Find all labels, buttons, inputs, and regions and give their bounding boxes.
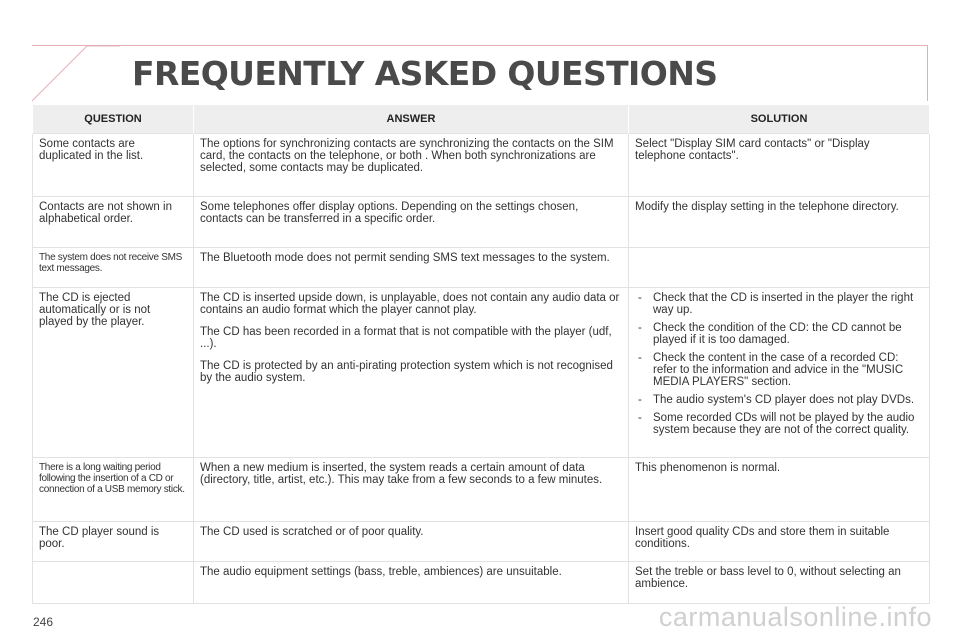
answer-cell: The audio equipment settings (bass, treble, ambiences) are unsuitable. bbox=[194, 562, 629, 604]
table-row bbox=[33, 248, 930, 288]
answer-paragraph: The CD is protected by an anti-pirating protection system which is not recognised by the audio system. bbox=[200, 360, 613, 384]
solution-list-item: - Check the content in the case of a recorded CD: refer to the information and advice in the "MUSIC MEDIA PLAYERS" section. bbox=[635, 352, 923, 388]
question-cell: The CD player sound is poor. bbox=[33, 522, 194, 562]
answer-cell: The Bluetooth mode does not permit sending SMS text messages to the system. bbox=[194, 248, 629, 288]
solution-cell: Set the treble or bass level to 0, without selecting an ambience. bbox=[629, 562, 930, 604]
column-header-solution: SOLUTION bbox=[629, 105, 930, 134]
answer-cell: When a new medium is inserted, the system reads a certain amount of data (directory, title, artist, etc.). This may take from a few seconds to a few minutes. bbox=[194, 458, 629, 522]
question-cell: There is a long waiting period following the insertion of a CD or connection of a USB memory stick. bbox=[33, 458, 194, 522]
page-number: 246 bbox=[33, 615, 54, 629]
page-title: FREQUENTLY ASKED QUESTIONS bbox=[132, 54, 718, 93]
question-cell: Contacts are not shown in alphabetical order. bbox=[33, 197, 194, 248]
solution-list-item: - Check that the CD is inserted in the player the right way up. bbox=[635, 292, 923, 316]
header-corner-decoration bbox=[0, 0, 120, 105]
answer-paragraph: The CD is inserted upside down, is unplayable, does not contain any audio data or contains an audio format which the player cannot play. bbox=[200, 292, 620, 316]
question-cell: Some contacts are duplicated in the list. bbox=[33, 134, 194, 197]
solution-cell: Insert good quality CDs and store them in suitable conditions. bbox=[629, 522, 930, 562]
watermark: carmanualsonline.info bbox=[658, 602, 932, 632]
solution-list-item: - The audio system's CD player does not play DVDs. bbox=[635, 394, 923, 406]
question-cell: The CD is ejected automatically or is not played by the player. bbox=[33, 288, 194, 458]
solution-cell: This phenomenon is normal. bbox=[629, 458, 930, 522]
table-header-row bbox=[33, 105, 930, 134]
answer-cell: The options for synchronizing contacts are synchronizing the contacts on the SIM card, the contacts on the telephone, or both . When both synchronizations are selected, some contacts may be duplicated. bbox=[194, 134, 629, 197]
solution-cell: Modify the display setting in the telephone directory. bbox=[629, 197, 930, 248]
question-cell: The system does not receive SMS text messages. bbox=[33, 248, 194, 288]
column-header-question: QUESTION bbox=[33, 105, 194, 134]
table-row bbox=[33, 134, 930, 197]
answer-cell bbox=[194, 288, 629, 458]
solution-list bbox=[635, 292, 923, 436]
solution-cell: Select "Display SIM card contacts" or "Display telephone contacts". bbox=[629, 134, 930, 197]
answer-cell: Some telephones offer display options. Depending on the settings chosen, contacts can be transferred in a specific order. bbox=[194, 197, 629, 248]
question-cell bbox=[33, 562, 194, 604]
faq-table bbox=[32, 105, 930, 604]
table-row bbox=[33, 458, 930, 522]
answer-paragraph: The CD has been recorded in a format that is not compatible with the player (udf, ...). bbox=[200, 326, 612, 350]
solution-list-item: - Check the condition of the CD: the CD cannot be played if it is too damaged. bbox=[635, 322, 923, 346]
table-row bbox=[33, 288, 930, 458]
solution-cell bbox=[629, 288, 930, 458]
solution-list-item: - Some recorded CDs will not be played by the audio system because they are not of the correct quality. bbox=[635, 412, 923, 436]
column-header-answer: ANSWER bbox=[194, 105, 629, 134]
table-row bbox=[33, 562, 930, 604]
solution-cell bbox=[629, 248, 930, 288]
table-row bbox=[33, 522, 930, 562]
table-row bbox=[33, 197, 930, 248]
answer-cell: The CD used is scratched or of poor quality. bbox=[194, 522, 629, 562]
